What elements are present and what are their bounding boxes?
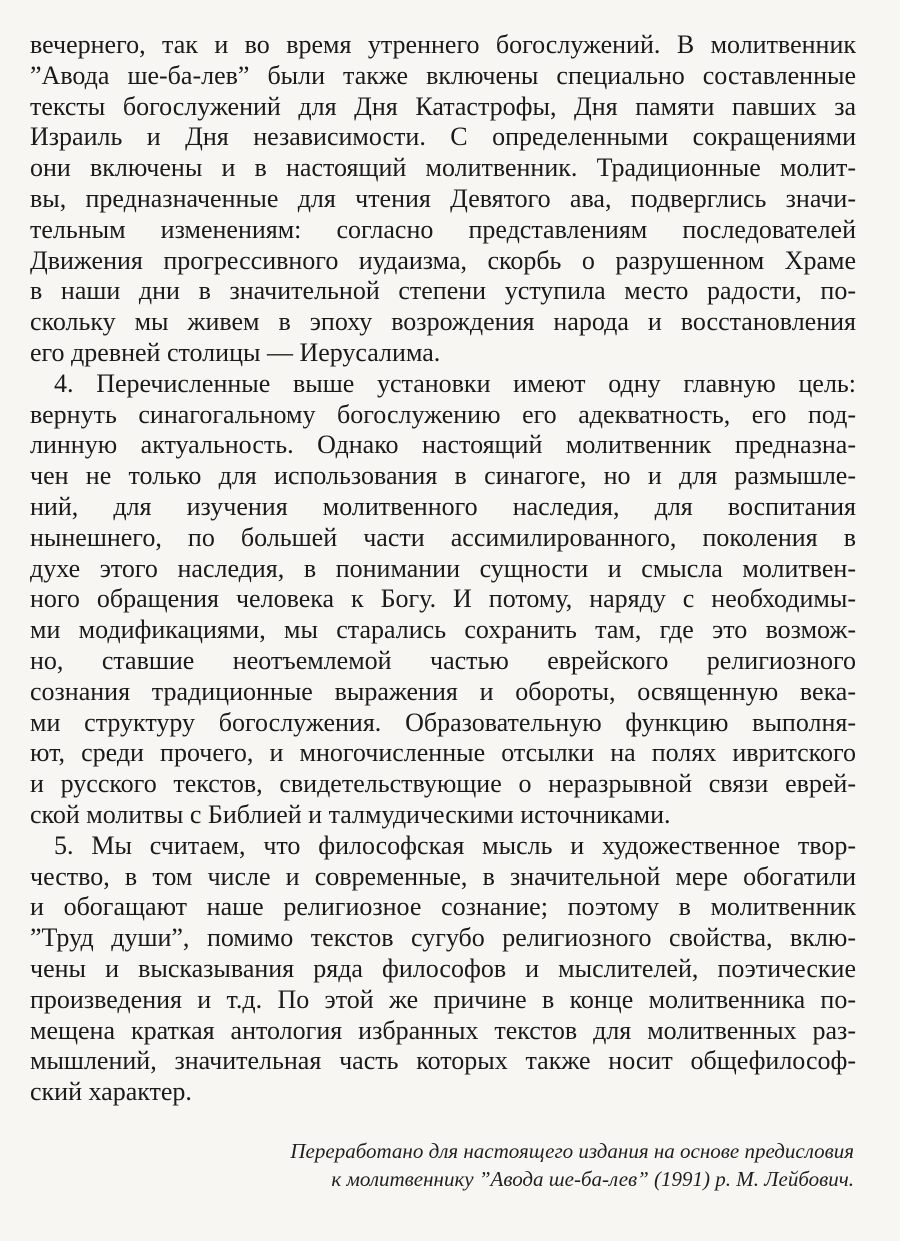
text-line: мещена краткая антология избранных текстов для молитвенных раз- [30,1015,856,1045]
text-line: вечернего, так и во время утреннего богослужений. В молитвенник [30,30,856,59]
text-line: линную актуальность. Однако настоящий молитвенник предназна- [30,430,856,460]
text-line: и обогащают наше религиозное сознание; поэтому в молитвенник [30,892,856,922]
text-line: чество, в том числе и современные, в значительной мере обогатили [30,861,856,891]
text-line: ”Труд души”, помимо текстов сугубо религиозного свойства, вклю- [30,923,856,953]
text-line: произведения и т.д. По этой же причине в конце молитвенника по- [30,984,856,1014]
text-line: его древней столицы — Иерусалима. [30,337,441,367]
text-line: скольку мы живем в эпоху возрождения народа и восстановления [30,307,856,337]
text-line: ми модификациями, мы старались сохранить там, где это возмож- [30,615,856,645]
text-line: мышлений, значительная часть которых также носит общефилософ- [30,1046,856,1076]
paragraph-4 [30,369,856,831]
text-line: но, ставшие неотъемлемой частью еврейского религиозного [30,645,856,675]
attribution-line: к молитвеннику ”Авода ше-ба-лев” (1991) р. М. Лейбович. [331,1167,854,1191]
text-line: ний, для изучения молитвенного наследия, для воспитания [30,491,856,521]
text-line: ской молитвы с Библией и талмудическими источниками. [30,799,671,829]
text-line: сознания традиционные выражения и обороты, освященную века- [30,676,856,706]
text-line: ют, среди прочего, и многочисленные отсылки на полях ивритского [30,738,856,768]
text-line: нынешнего, по большей части ассимилированного, поколения в [30,522,856,552]
paragraph-5 [30,831,856,1108]
text-line: в наши дни в значительной степени уступила место радости, по- [30,276,856,306]
text-line: духе этого наследия, в понимании сущности и смысла молитвен- [30,553,856,583]
attribution [34,1137,854,1193]
text-line: тексты богослужений для Дня Катастрофы, Дня памяти павших за [30,91,856,121]
text-line: чены и высказывания ряда философов и мыслителей, поэтические [30,953,856,983]
text-line: ми структуру богослужения. Образовательную функцию выполня- [30,707,856,737]
text-line: и русского текстов, свидетельствующие о неразрывной связи еврей- [30,769,856,799]
paragraph-continuation [30,30,856,369]
text-line: 4. Перечисленные выше установки имеют одну главную цель: [54,368,856,398]
text-line: чен не только для использования в синагоге, но и для размышле- [30,461,856,491]
text-line: тельным изменениям: согласно представлениям последователей [30,214,856,244]
text-line: Израиль и Дня независимости. С определенными сокращениями [30,122,856,152]
text-line: они включены и в настоящий молитвенник. Традиционные молит- [30,153,856,183]
text-line: вернуть синагогальному богослужению его адекватность, его под- [30,399,856,429]
body-text [30,30,856,1108]
text-line: вы, предназначенные для чтения Девятого ава, подверглись значи- [30,183,856,213]
text-line: ”Авода ше-ба-лев” были также включены специально составленные [30,60,856,90]
text-line: Движения прогрессивного иудаизма, скорбь о разрушенном Храме [30,245,856,275]
attribution-line: Переработано для настоящего издания на основе предисловия [290,1139,854,1163]
text-line: 5. Мы считаем, что философская мысль и художественное твор- [54,830,856,860]
text-line: ский характер. [30,1077,192,1107]
text-line: ного обращения человека к Богу. И потому, наряду с необходимы- [30,584,856,614]
